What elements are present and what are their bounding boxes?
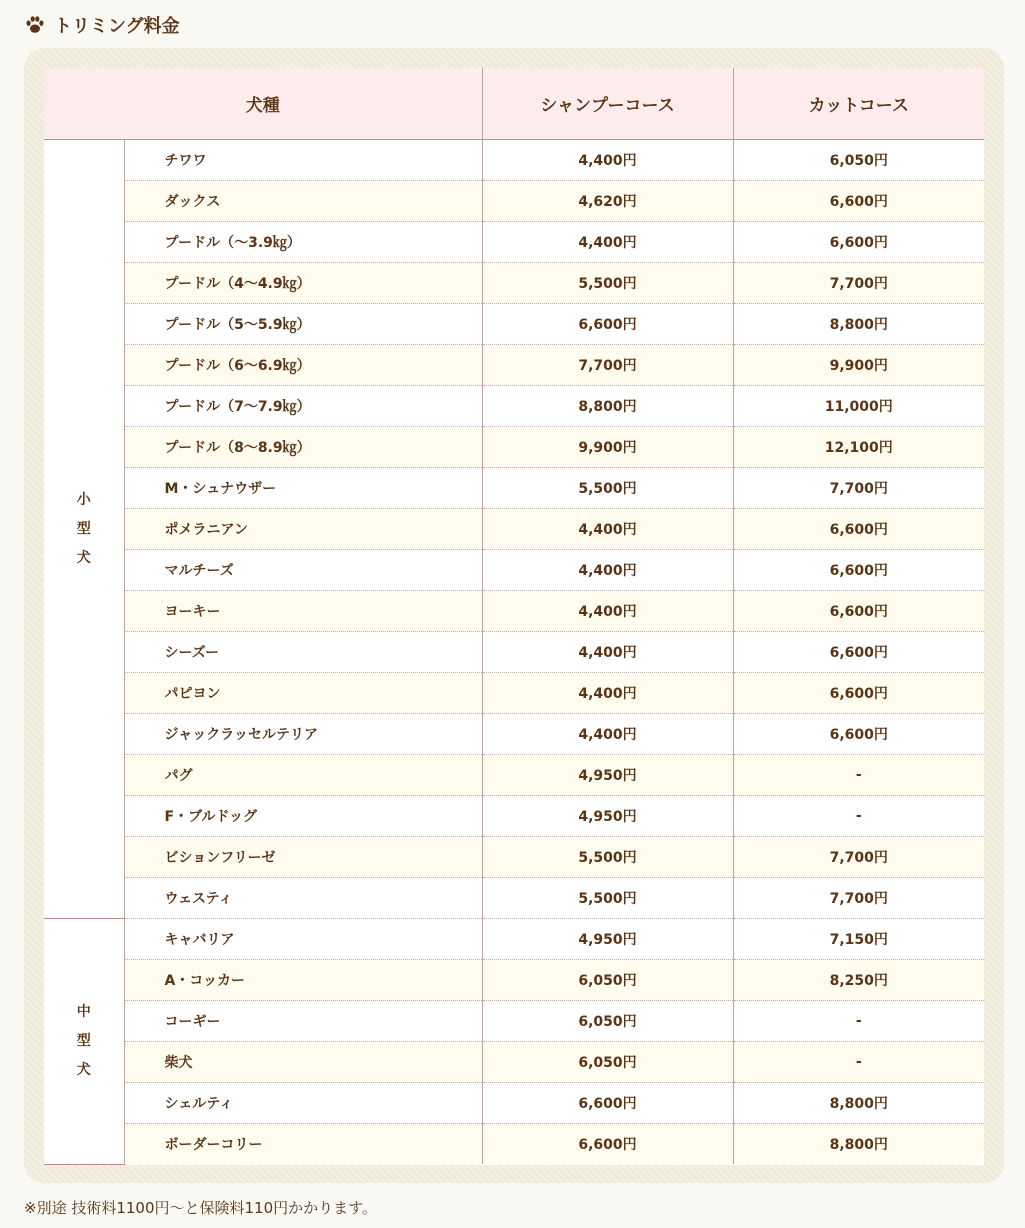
cut-price: 6,600円 bbox=[733, 509, 984, 550]
cut-price: 6,600円 bbox=[733, 591, 984, 632]
page-title bbox=[24, 12, 180, 38]
breed-name: キャバリア bbox=[124, 919, 482, 960]
cut-price: 8,250円 bbox=[733, 960, 984, 1001]
cut-price: 8,800円 bbox=[733, 1083, 984, 1124]
breed-name: チワワ bbox=[124, 140, 482, 181]
cut-price: 8,800円 bbox=[733, 1124, 984, 1165]
breed-name: プードル（8～8.9㎏） bbox=[124, 427, 482, 468]
shampoo-price: 9,900円 bbox=[482, 427, 733, 468]
shampoo-price: 4,400円 bbox=[482, 509, 733, 550]
shampoo-price: 6,600円 bbox=[482, 1124, 733, 1165]
breed-name: F・ブルドッグ bbox=[124, 796, 482, 837]
cut-price: 11,000円 bbox=[733, 386, 984, 427]
breed-name: ビションフリーゼ bbox=[124, 837, 482, 878]
table-row bbox=[44, 919, 984, 960]
table-row bbox=[44, 550, 984, 591]
cut-price: 6,600円 bbox=[733, 673, 984, 714]
breed-name: A・コッカー bbox=[124, 960, 482, 1001]
cut-price: - bbox=[733, 796, 984, 837]
shampoo-price: 5,500円 bbox=[482, 837, 733, 878]
breed-name: M・シュナウザー bbox=[124, 468, 482, 509]
shampoo-price: 4,400円 bbox=[482, 714, 733, 755]
breed-name: ダックス bbox=[124, 181, 482, 222]
table-row bbox=[44, 673, 984, 714]
shampoo-price: 6,600円 bbox=[482, 304, 733, 345]
shampoo-price: 6,050円 bbox=[482, 960, 733, 1001]
table-row bbox=[44, 1001, 984, 1042]
shampoo-price: 4,400円 bbox=[482, 222, 733, 263]
breed-name: マルチーズ bbox=[124, 550, 482, 591]
cut-price: 8,800円 bbox=[733, 304, 984, 345]
header-shampoo-course: シャンプーコース bbox=[482, 68, 733, 140]
breed-name: ポメラニアン bbox=[124, 509, 482, 550]
cut-price: 6,050円 bbox=[733, 140, 984, 181]
cut-price: 7,150円 bbox=[733, 919, 984, 960]
table-row bbox=[44, 386, 984, 427]
shampoo-price: 4,950円 bbox=[482, 796, 733, 837]
table-row bbox=[44, 591, 984, 632]
size-group-text: 小型犬 bbox=[76, 491, 91, 566]
cut-price: 6,600円 bbox=[733, 550, 984, 591]
shampoo-price: 6,600円 bbox=[482, 1083, 733, 1124]
shampoo-price: 5,500円 bbox=[482, 878, 733, 919]
cut-price: 6,600円 bbox=[733, 181, 984, 222]
cut-price: 6,600円 bbox=[733, 714, 984, 755]
table-row bbox=[44, 960, 984, 1001]
shampoo-price: 7,700円 bbox=[482, 345, 733, 386]
cut-price: - bbox=[733, 1042, 984, 1083]
page-title-text: トリミング料金 bbox=[54, 16, 180, 37]
price-table-frame bbox=[24, 48, 1004, 1183]
table-row bbox=[44, 878, 984, 919]
cut-price: 12,100円 bbox=[733, 427, 984, 468]
cut-price: 7,700円 bbox=[733, 837, 984, 878]
cut-price: - bbox=[733, 755, 984, 796]
table-row bbox=[44, 632, 984, 673]
table-row bbox=[44, 222, 984, 263]
shampoo-price: 4,400円 bbox=[482, 550, 733, 591]
table-row bbox=[44, 1083, 984, 1124]
table-header-row bbox=[44, 68, 984, 140]
cut-price: - bbox=[733, 1001, 984, 1042]
table-row bbox=[44, 837, 984, 878]
breed-name: パピヨン bbox=[124, 673, 482, 714]
breed-name: シーズー bbox=[124, 632, 482, 673]
breed-name: ヨーキー bbox=[124, 591, 482, 632]
table-row bbox=[44, 181, 984, 222]
cut-price: 7,700円 bbox=[733, 878, 984, 919]
breed-name: プードル（～3.9㎏） bbox=[124, 222, 482, 263]
cut-price: 7,700円 bbox=[733, 468, 984, 509]
breed-name: ジャックラッセルテリア bbox=[124, 714, 482, 755]
breed-name: ウェスティ bbox=[124, 878, 482, 919]
shampoo-price: 4,620円 bbox=[482, 181, 733, 222]
shampoo-price: 5,500円 bbox=[482, 263, 733, 304]
shampoo-price: 4,400円 bbox=[482, 673, 733, 714]
breed-name: プードル（7～7.9㎏） bbox=[124, 386, 482, 427]
shampoo-price: 5,500円 bbox=[482, 468, 733, 509]
breed-name: ボーダーコリー bbox=[124, 1124, 482, 1165]
shampoo-price: 4,950円 bbox=[482, 919, 733, 960]
table-row bbox=[44, 755, 984, 796]
shampoo-price: 4,950円 bbox=[482, 755, 733, 796]
table-row bbox=[44, 263, 984, 304]
cut-price: 6,600円 bbox=[733, 222, 984, 263]
shampoo-price: 4,400円 bbox=[482, 591, 733, 632]
breed-name: コーギー bbox=[124, 1001, 482, 1042]
breed-name: シェルティ bbox=[124, 1083, 482, 1124]
header-breed: 犬種 bbox=[44, 68, 482, 140]
shampoo-price: 6,050円 bbox=[482, 1001, 733, 1042]
size-group-text: 中型犬 bbox=[76, 1003, 91, 1078]
table-row bbox=[44, 140, 984, 181]
breed-name: 柴犬 bbox=[124, 1042, 482, 1083]
footnote: ※別途 技術料1100円～と保険料110円かかります。 bbox=[24, 1199, 377, 1217]
table-row bbox=[44, 345, 984, 386]
table-row bbox=[44, 796, 984, 837]
shampoo-price: 8,800円 bbox=[482, 386, 733, 427]
header-cut-course: カットコース bbox=[733, 68, 984, 140]
shampoo-price: 6,050円 bbox=[482, 1042, 733, 1083]
breed-name: プードル（5～5.9㎏） bbox=[124, 304, 482, 345]
cut-price: 6,600円 bbox=[733, 632, 984, 673]
cut-price: 7,700円 bbox=[733, 263, 984, 304]
price-table bbox=[44, 68, 984, 1165]
breed-name: プードル（4～4.9㎏） bbox=[124, 263, 482, 304]
table-row bbox=[44, 1042, 984, 1083]
breed-name: プードル（6～6.9㎏） bbox=[124, 345, 482, 386]
table-row bbox=[44, 509, 984, 550]
paw-icon bbox=[24, 14, 46, 36]
table-row bbox=[44, 1124, 984, 1165]
cut-price: 9,900円 bbox=[733, 345, 984, 386]
table-row bbox=[44, 714, 984, 755]
breed-name: パグ bbox=[124, 755, 482, 796]
table-row bbox=[44, 468, 984, 509]
shampoo-price: 4,400円 bbox=[482, 140, 733, 181]
shampoo-price: 4,400円 bbox=[482, 632, 733, 673]
size-group-label bbox=[44, 919, 124, 1165]
table-row bbox=[44, 427, 984, 468]
table-row bbox=[44, 304, 984, 345]
size-group-label bbox=[44, 140, 124, 919]
